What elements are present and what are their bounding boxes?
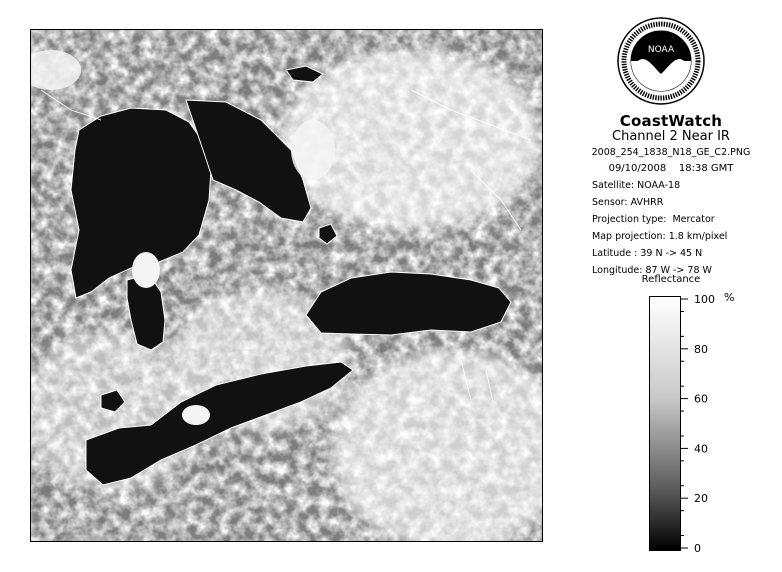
meta-sensor: Sensor: AVHRR xyxy=(592,197,664,208)
colorbar-scale xyxy=(680,290,740,558)
colorbar-tick-label: 60 xyxy=(694,392,708,406)
colorbar-tick-label: 40 xyxy=(694,442,708,456)
cloud-clump xyxy=(291,120,335,180)
noaa-logo-icon xyxy=(616,16,706,106)
meta-map-projection: Map projection: 1.8 km/pixel xyxy=(592,231,728,242)
brand-title: CoastWatch xyxy=(619,112,723,130)
date-time: 09/10/2008 18:38 GMT xyxy=(608,163,734,174)
meta-latitude: Latitude : 39 N -> 45 N xyxy=(592,248,703,259)
channel-label: Channel 2 Near IR xyxy=(612,129,730,144)
info-panel xyxy=(560,0,782,572)
colorbar-tick-label: 0 xyxy=(694,542,701,555)
colorbar-title: Reflectance xyxy=(641,274,701,285)
satellite-image xyxy=(30,29,543,542)
meta-longitude: Longitude: 87 W -> 78 W xyxy=(592,265,712,276)
colorbar-tick-label: 100 xyxy=(694,293,715,306)
cloud-clump xyxy=(132,252,160,288)
meta-satellite: Satellite: NOAA-18 xyxy=(592,180,681,191)
cloud-clump xyxy=(182,405,210,425)
colorbar-unit: % xyxy=(724,291,735,304)
colorbar-tick-label: 80 xyxy=(694,342,708,356)
satellite-image-canvas xyxy=(31,30,542,541)
logo-text: NOAA xyxy=(647,45,675,55)
colorbar-tick-label: 20 xyxy=(694,492,708,506)
file-name: 2008_254_1838_N18_GE_C2.PNG xyxy=(591,147,751,158)
meta-projection-type: Projection type: Mercator xyxy=(592,214,715,225)
reflectance-colorbar xyxy=(649,296,681,551)
